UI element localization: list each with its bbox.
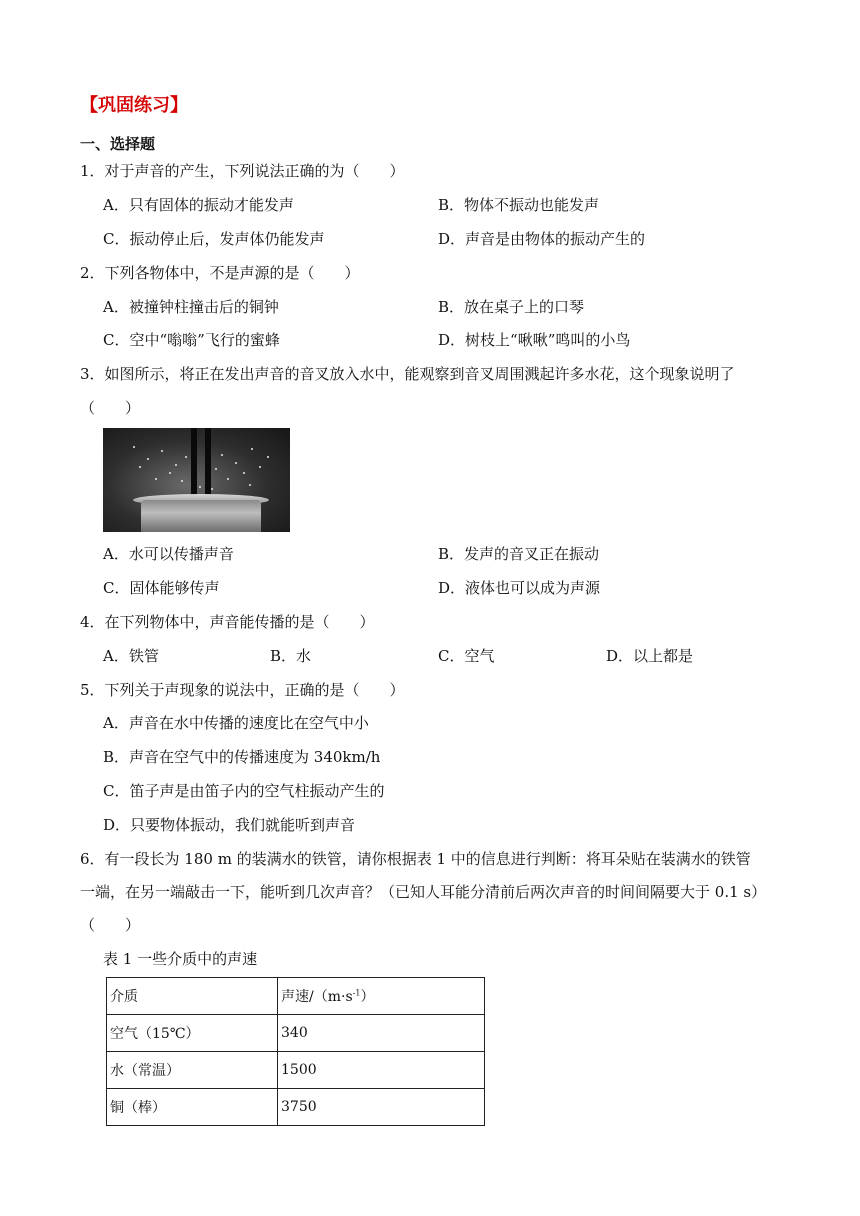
table-cell-speed: 340 bbox=[278, 1015, 485, 1052]
table-cell-speed: 1500 bbox=[278, 1052, 485, 1089]
table-caption: 表 1 一些介质中的声速 bbox=[103, 950, 258, 968]
table-cell-speed: 3750 bbox=[278, 1089, 485, 1126]
table-header-row bbox=[107, 978, 485, 1015]
section-heading: 一、选择题 bbox=[80, 135, 156, 153]
question-4-option-b[interactable]: B．水 bbox=[270, 647, 312, 665]
question-2-option-b[interactable]: B．放在桌子上的口琴 bbox=[438, 298, 585, 316]
question-4-option-d[interactable]: D．以上都是 bbox=[606, 647, 694, 665]
table-cell-medium: 空气（15℃） bbox=[107, 1015, 278, 1052]
header-speed-close: ） bbox=[360, 989, 375, 1005]
question-5-option-b[interactable]: B．声音在空气中的传播速度为 340km/h bbox=[103, 748, 381, 766]
question-3-stem-bracket: （ ） bbox=[80, 399, 141, 417]
question-6-line-3: （ ） bbox=[80, 916, 141, 934]
header-speed bbox=[278, 978, 485, 1015]
table-cell-medium: 铜（棒） bbox=[107, 1089, 278, 1126]
question-2-option-d[interactable]: D．树枝上“啾啾”鸣叫的小鸟 bbox=[438, 331, 631, 349]
question-3-option-b[interactable]: B．发声的音叉正在振动 bbox=[438, 545, 600, 563]
question-3-stem: 3．如图所示，将正在发出声音的音叉放入水中，能观察到音叉周围溅起许多水花，这个现象说明了 bbox=[80, 365, 735, 383]
header-speed-text: 声速/（m·s bbox=[281, 989, 353, 1005]
question-4-stem: 4．在下列物体中，声音能传播的是（ ） bbox=[80, 613, 375, 631]
table-row bbox=[107, 1052, 485, 1089]
question-1-option-b[interactable]: B．物体不振动也能发声 bbox=[438, 196, 600, 214]
question-1-option-d[interactable]: D．声音是由物体的振动产生的 bbox=[438, 230, 646, 248]
question-3-option-a[interactable]: A．水可以传播声音 bbox=[103, 545, 234, 563]
sound-speed-table bbox=[106, 977, 485, 1126]
table-row bbox=[107, 1089, 485, 1126]
tuning-fork-photo bbox=[103, 428, 290, 532]
table-row bbox=[107, 1015, 485, 1052]
question-3-option-c[interactable]: C．固体能够传声 bbox=[103, 579, 220, 597]
question-1-option-a[interactable]: A．只有固体的振动才能发声 bbox=[103, 196, 294, 214]
question-5-stem: 5．下列关于声现象的说法中，正确的是（ ） bbox=[80, 681, 405, 699]
question-6-line-2: 一端，在另一端敲击一下，能听到几次声音？（已知人耳能分清前后两次声音的时间间隔要大于 0.1 s） bbox=[80, 883, 767, 901]
header-speed-unit-exponent: -1 bbox=[352, 988, 361, 998]
question-5-option-a[interactable]: A．声音在水中传播的速度比在空气中小 bbox=[103, 714, 369, 732]
question-6-line-1: 6．有一段长为 180 m 的装满水的铁管，请你根据表 1 中的信息进行判断：将耳朵贴在装满水的铁管 bbox=[80, 850, 751, 868]
question-4-option-c[interactable]: C．空气 bbox=[438, 647, 495, 665]
question-2-option-a[interactable]: A．被撞钟柱撞击后的铜钟 bbox=[103, 298, 279, 316]
page-title: 【巩固练习】 bbox=[80, 95, 188, 116]
question-2-option-c[interactable]: C．空中“嗡嗡”飞行的蜜蜂 bbox=[103, 331, 280, 349]
header-medium: 介质 bbox=[107, 978, 278, 1015]
question-1-stem: 1．对于声音的产生，下列说法正确的为（ ） bbox=[80, 162, 405, 180]
table-cell-medium: 水（常温） bbox=[107, 1052, 278, 1089]
question-1-option-c[interactable]: C．振动停止后，发声体仍能发声 bbox=[103, 230, 325, 248]
question-3-option-d[interactable]: D．液体也可以成为声源 bbox=[438, 579, 601, 597]
question-2-stem: 2．下列各物体中，不是声源的是（ ） bbox=[80, 264, 360, 282]
question-5-option-c[interactable]: C．笛子声是由笛子内的空气柱振动产生的 bbox=[103, 782, 385, 800]
question-5-option-d[interactable]: D．只要物体振动，我们就能听到声音 bbox=[103, 816, 356, 834]
question-4-option-a[interactable]: A．铁管 bbox=[103, 647, 159, 665]
